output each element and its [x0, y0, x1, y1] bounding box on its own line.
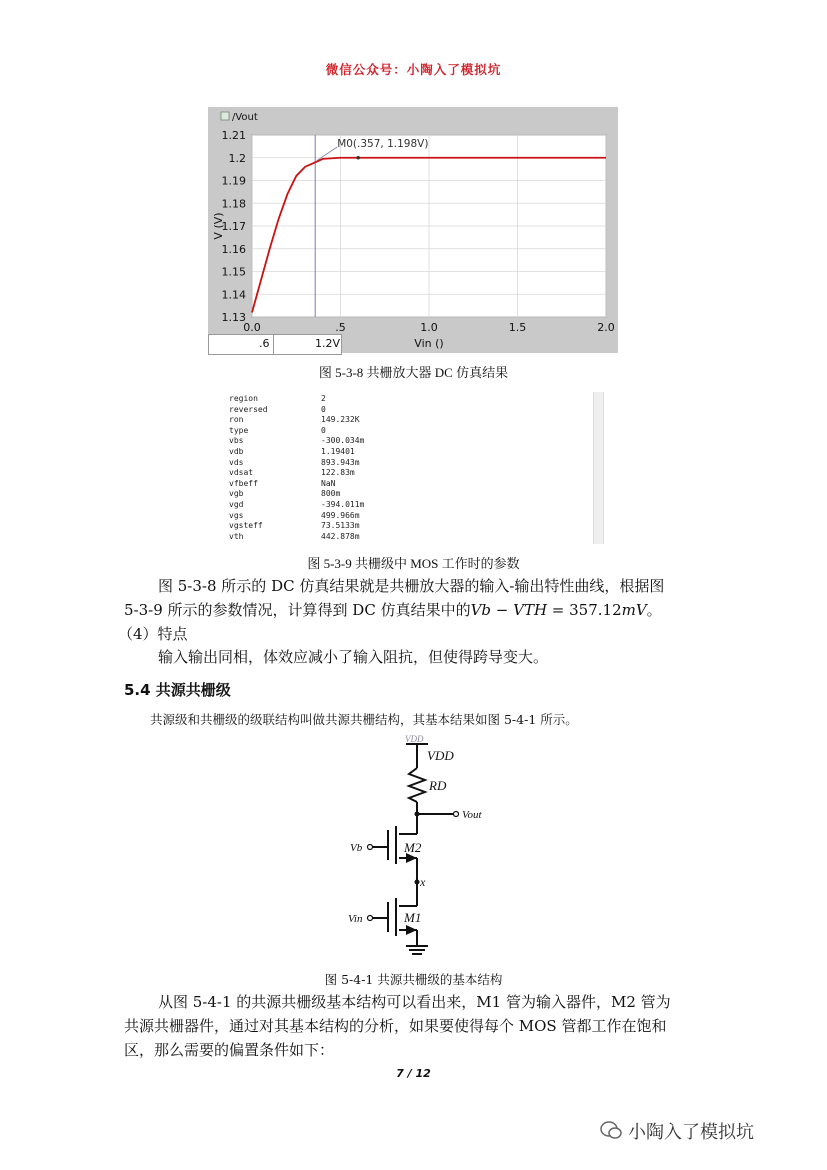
paragraph-5-line-1: 从图 5-4-1 的共源共栅级基本结构可以看出来，M1 管为输入器件，M2 管为	[158, 993, 671, 1011]
param-value: 149.232K	[321, 415, 360, 425]
readout-x: .6	[259, 337, 270, 350]
vout-node	[415, 812, 420, 817]
param-name: vgb	[229, 489, 244, 499]
param-value: -394.011m	[321, 500, 365, 509]
x-tick-label: 0.0	[243, 321, 261, 334]
param-row-vgd	[229, 500, 365, 509]
param-name: vdb	[229, 447, 244, 456]
m1-label: M1	[404, 910, 422, 925]
figure-caption-5-3-8: 图 5-3-8 共栅放大器 DC 仿真结果	[318, 365, 509, 380]
vb-terminal	[368, 845, 373, 850]
param-value: 0	[321, 425, 326, 435]
vdd-symbol-label: VDD	[405, 734, 424, 744]
marker-label: M0(.357, 1.198V)	[337, 138, 429, 150]
x-tick-label: 1.0	[420, 321, 438, 334]
vin-label: Vin	[348, 913, 363, 925]
vin-terminal	[368, 916, 373, 921]
paragraph-5-line-3: 区，那么需要的偏置条件如下：	[124, 1041, 335, 1059]
dc-sim-plot	[208, 107, 618, 353]
param-row-vth	[229, 531, 360, 541]
param-name: vth	[229, 531, 244, 541]
param-value: 0	[321, 404, 326, 414]
page-number: 7 / 12	[396, 1067, 431, 1080]
vb-label: Vb	[350, 842, 363, 854]
x-axis-label: Vin ()	[414, 337, 444, 350]
param-name: reversed	[229, 404, 268, 414]
node-x	[415, 880, 420, 885]
cursor-readout	[208, 334, 342, 355]
y-axis-label: V (V)	[212, 212, 225, 240]
param-value: 800m	[321, 489, 341, 499]
y-tick-label: 1.14	[221, 288, 246, 302]
paragraph-1-line-2: 5-3-9 所示的参数情况，计算得到 DC 仿真结果中的𝑉𝑏 − 𝑉𝑇𝐻 = 357.12𝑚𝑉。	[124, 601, 662, 619]
y-tick-label: 1.15	[221, 265, 246, 279]
param-name: vdsat	[229, 468, 254, 478]
trace-title: /Vout	[232, 112, 258, 123]
param-row-vbs	[229, 436, 365, 446]
vout-label: Vout	[462, 809, 482, 821]
param-name: region	[229, 394, 258, 403]
cursor-point	[356, 156, 360, 160]
x-label: x	[420, 875, 426, 889]
scrollbar[interactable]	[593, 392, 603, 544]
paragraph-3: 输入输出同相，体效应减小了输入阻抗，但使得跨导变大。	[158, 648, 549, 666]
param-name: vbs	[229, 436, 244, 446]
watermark: 小陶入了模拟坑	[628, 1122, 754, 1143]
trace-toggle-icon	[221, 112, 229, 120]
y-tick-label: 1.17	[221, 220, 246, 233]
param-value: NaN	[321, 478, 336, 488]
paragraph-5-line-2: 共源共栅器件，通过对其基本结构的分析，如果要使得每个 MOS 管都工作在饱和	[124, 1017, 667, 1035]
figure-caption-5-3-9: 图 5-3-9 共栅级中 MOS 工作时的参数	[307, 556, 520, 571]
param-row-vgsteff	[229, 521, 360, 531]
page-header: 微信公众号：小陶入了模拟坑	[325, 62, 502, 77]
wechat-icon	[600, 1120, 622, 1140]
paragraph-2: （4）特点	[118, 625, 188, 643]
y-tick-label: 1.13	[221, 311, 246, 324]
param-row-vdsat	[229, 468, 355, 478]
vdd-label: VDD	[427, 748, 454, 763]
param-row-reversed	[229, 404, 326, 414]
rd-label: RD	[429, 778, 447, 793]
m1-source-arrow	[406, 925, 417, 935]
y-tick-label: 1.16	[221, 242, 246, 256]
cascode-schematic	[330, 730, 500, 965]
param-row-vds	[229, 457, 360, 467]
readout-divider	[273, 335, 274, 354]
param-value: -300.034m	[321, 436, 365, 446]
param-value: 2	[321, 394, 326, 403]
figure-caption-5-4-1: 图 5-4-1 共源共栅级的基本结构	[324, 972, 503, 987]
param-row-vgs	[229, 510, 360, 520]
param-name: vfbeff	[229, 478, 258, 488]
y-tick-label: 1.18	[221, 197, 246, 211]
param-value: 122.83m	[321, 468, 355, 478]
param-value: 893.943m	[321, 457, 360, 467]
mos-param-table	[225, 392, 604, 544]
section-heading: 5.4 共源共栅级	[124, 681, 231, 699]
x-tick-label: 1.5	[508, 321, 527, 334]
resistor-rd	[409, 768, 425, 802]
param-name: ron	[229, 415, 244, 425]
paragraph-1-line-1: 图 5-3-8 所示的 DC 仿真结果就是共栅放大器的输入-输出特性曲线，根据图	[158, 577, 665, 595]
param-row-type	[229, 425, 326, 435]
y-tick-label: 1.19	[221, 174, 246, 188]
param-row-vdb	[229, 447, 355, 456]
x-tick-label: 2.0	[597, 321, 615, 334]
vout-terminal	[454, 812, 459, 817]
param-row-ron	[229, 415, 360, 425]
param-row-vfbeff	[229, 478, 336, 488]
param-name: vgsteff	[229, 521, 263, 531]
y-tick-label: 1.2	[228, 151, 246, 165]
param-name: vgd	[229, 500, 244, 509]
param-value: 442.878m	[321, 531, 360, 541]
param-name: vds	[229, 457, 244, 467]
param-value: 73.5133m	[321, 521, 360, 531]
y-tick-label: 1.21	[221, 129, 246, 142]
readout-y: 1.2V	[315, 337, 341, 350]
m2-label: M2	[404, 840, 422, 855]
paragraph-4: 共源级和共栅级的级联结构叫做共源共栅结构，其基本结果如图 5-4-1 所示。	[150, 712, 578, 727]
param-name: vgs	[229, 510, 244, 520]
param-row-region	[229, 394, 326, 403]
param-value: 499.966m	[321, 510, 360, 520]
x-tick-label: .5	[335, 321, 346, 334]
param-name: type	[229, 425, 249, 435]
dc-sim-chart	[208, 107, 618, 353]
param-value: 1.19401	[321, 447, 355, 456]
param-row-vgb	[229, 489, 341, 499]
